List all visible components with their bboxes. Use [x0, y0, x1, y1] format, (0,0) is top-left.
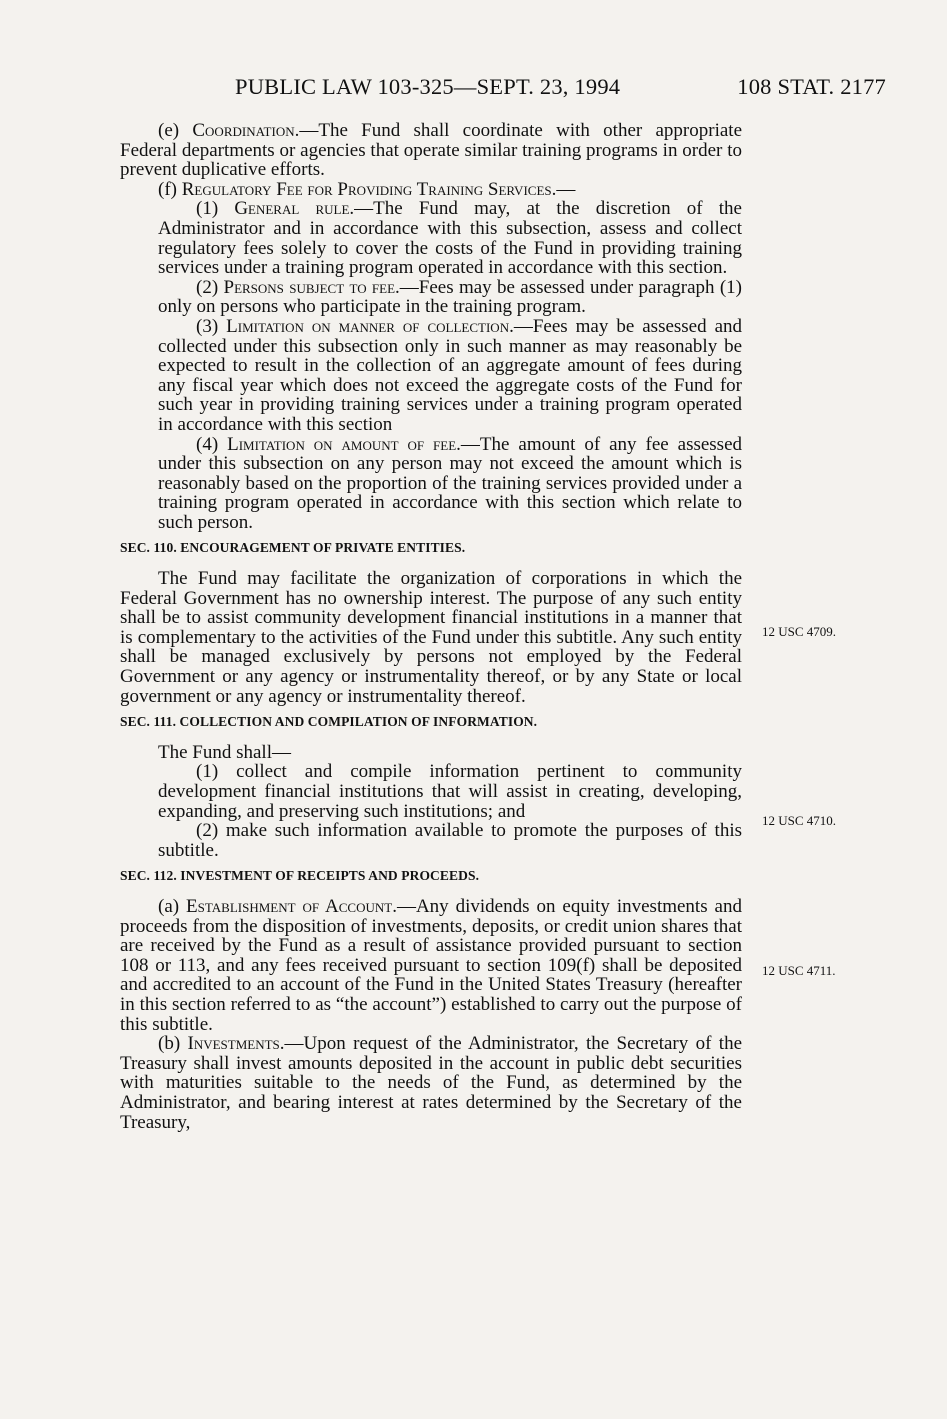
subsection-heading: Coordination — [192, 120, 295, 141]
paragraph-f3: (3) Limitation on manner of collection.—Fees may be assessed and collected under this subsection only in such manner as may reasonably be expected to result in the collection of an aggregate amount of fees during any fiscal year which does not exceed the aggregate costs of the Fund for such year in providing training services under a training program operated in accordance with this section — [158, 315, 743, 435]
paragraph-f4: (4) Limitation on amount of fee.—The amount of any fee assessed under this subsection on any person may not exceed the amount which is reasonably based on the proportion of the training services provided under a training program operated in accordance with this section which relate to such person. — [158, 433, 743, 533]
subsection-heading: Regulatory Fee for Providing Training Services — [181, 178, 552, 200]
section-111-intro: The Fund shall— — [158, 741, 291, 763]
paragraph-heading: General rule — [234, 198, 350, 220]
subsection-heading: Establishment of Account — [186, 895, 393, 917]
section-111-paragraph-1: (1) collect and compile information pertinent to community development financial institutions that will assist in creating, developing, expanding, and preserving such institutions; and — [158, 761, 742, 822]
section-112-heading: SEC. 112. INVESTMENT OF RECEIPTS AND PROCEEDS. — [120, 868, 480, 884]
paragraph-f2: (2) Persons subject to fee.—Fees may be assessed under paragraph (1) only on persons who participate in the training program. — [158, 276, 743, 318]
section-112-subsection-b: (b) Investments.—Upon request of the Administrator, the Secretary of the Treasury shall invest amounts deposited in the account in public debt securities with maturities suitable to the needs of the Fund, as determined by the Administrator, and bearing interest at rates determined by the Secretary of the Treasury, — [120, 1033, 742, 1133]
subsection-f: (f) Regulatory Fee for Providing Training Services.— — [158, 178, 576, 200]
subsection-heading: Investments — [187, 1033, 280, 1055]
statute-page: 108 STAT. 2177 — [737, 74, 886, 99]
margin-note-section-112: 12 USC 4711. — [762, 963, 836, 978]
paragraph-heading: Limitation on amount of fee — [227, 433, 457, 455]
body-text — [120, 121, 742, 1132]
subsection-e: (e) Coordination.—The Fund shall coordinate with other appropriate Federal departments or agencies that operate similar training programs in order to prevent duplicative efforts. — [120, 120, 742, 181]
section-112-subsection-a: (a) Establishment of Account.—Any dividends on equity investments and proceeds from the disposition of investments, deposits, or credit union shares that are received by the Fund as a result of assistance provided pursuant to section 108 or 113, and any fees received pursuant to section 109(f) shall be deposited and accredited to an account of the Fund in the United States Treasury (hereafter in this section referred to as “the account”) established to carry out the purpose of this subtitle. — [120, 895, 742, 1035]
paragraph-heading: Limitation on manner of collection — [226, 315, 510, 337]
running-header — [120, 74, 890, 106]
margin-note-section-110: 12 USC 4709. — [762, 624, 837, 639]
paragraph-heading: Persons subject to fee — [223, 276, 396, 298]
margin-note-section-111: 12 USC 4710. — [762, 813, 837, 828]
section-110-heading: SEC. 110. ENCOURAGEMENT OF PRIVATE ENTITIES. — [120, 540, 466, 556]
paragraph-f1: (1) General rule.—The Fund may, at the discretion of the Administrator and in accordance with this subsection, assess and collect regulatory fees solely to cover the costs of the Fund in providing training services under a training program operated in accordance with this section. — [158, 198, 742, 279]
section-110-text: The Fund may facilitate the organization of corporations in which the Federal Government has no ownership interest. The purpose of any such entity shall be to assist community development financial institutions in a manner that is complementary to the activities of the Fund under this subtitle. Any such entity shall be managed exclusively by persons not employed by the Federal Government or any agency or instrumentality thereof, or by any State or local government or any agency or instrumentality thereof. — [120, 568, 742, 707]
law-citation: PUBLIC LAW 103-325—SEPT. 23, 1994 — [235, 74, 621, 99]
section-111-heading: SEC. 111. COLLECTION AND COMPILATION OF INFORMATION. — [120, 714, 538, 730]
section-111-paragraph-2: (2) make such information available to promote the purposes of this subtitle. — [158, 820, 742, 861]
